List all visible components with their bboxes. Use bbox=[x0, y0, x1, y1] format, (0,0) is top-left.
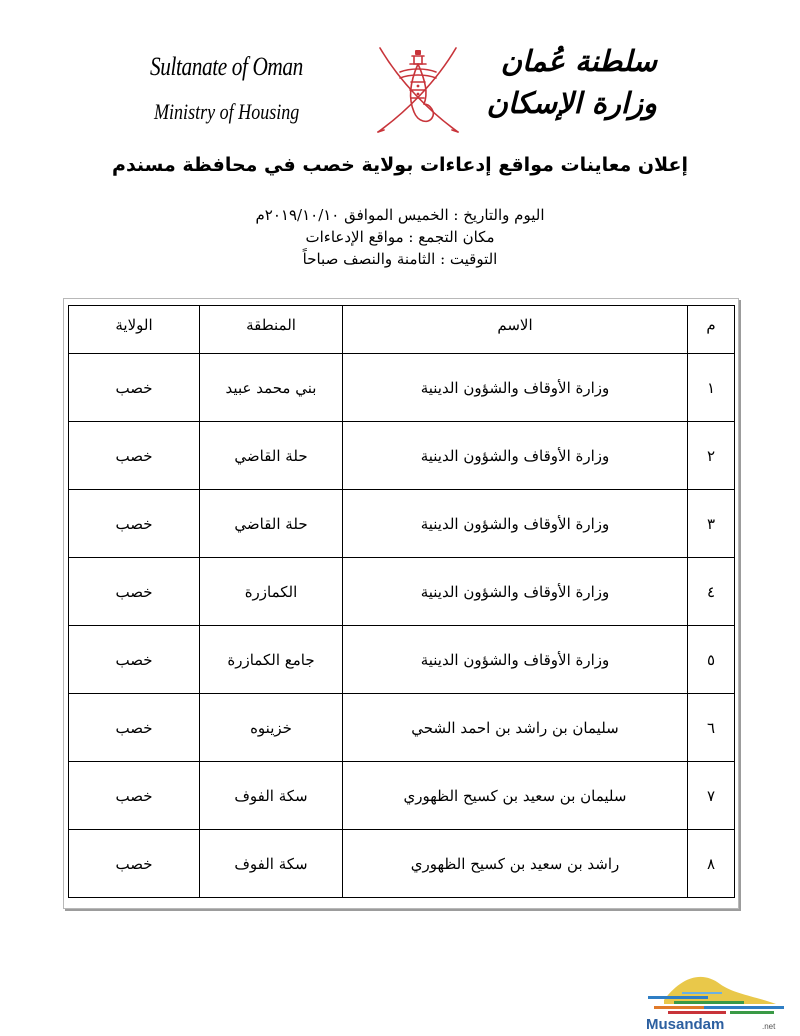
table-header-row bbox=[69, 306, 735, 354]
table-row bbox=[69, 422, 735, 490]
column-header-area: المنطقة bbox=[200, 306, 343, 354]
table-row bbox=[69, 694, 735, 762]
column-header-num: م bbox=[688, 306, 735, 354]
cell-name: سليمان بن راشد بن احمد الشحي bbox=[343, 694, 688, 762]
cell-wilayat: خصب bbox=[69, 626, 200, 694]
cell-name: وزارة الأوقاف والشؤون الدينية bbox=[343, 490, 688, 558]
cell-wilayat: خصب bbox=[69, 558, 200, 626]
cell-num: ٥ bbox=[688, 626, 735, 694]
cell-wilayat: خصب bbox=[69, 830, 200, 898]
musandam-logo-icon[interactable] bbox=[644, 970, 794, 1032]
table-row bbox=[69, 490, 735, 558]
table-row bbox=[69, 762, 735, 830]
announcement-info bbox=[0, 204, 800, 270]
cell-num: ١ bbox=[688, 354, 735, 422]
table-row bbox=[69, 354, 735, 422]
announcement-heading: إعلان معاينات مواقع إدعاءات بولاية خصب في محافظة مسندم bbox=[112, 154, 688, 176]
cell-area: حلة القاضي bbox=[200, 490, 343, 558]
table-row bbox=[69, 626, 735, 694]
cell-area: جامع الكمازرة bbox=[200, 626, 343, 694]
watermark-text: Musandam bbox=[646, 1016, 725, 1032]
column-header-name: الاسم bbox=[343, 306, 688, 354]
info-time: التوقيت : الثامنة والنصف صباحاً bbox=[302, 250, 498, 268]
cell-num: ٤ bbox=[688, 558, 735, 626]
cell-name: سليمان بن سعيد بن كسيح الظهوري bbox=[343, 762, 688, 830]
cell-name: راشد بن سعيد بن كسيح الظهوري bbox=[343, 830, 688, 898]
cell-num: ٣ bbox=[688, 490, 735, 558]
cell-area: الكمازرة bbox=[200, 558, 343, 626]
cell-wilayat: خصب bbox=[69, 490, 200, 558]
cell-area: خزينوه bbox=[200, 694, 343, 762]
info-place: مكان التجمع : مواقع الإدعاءات bbox=[305, 228, 495, 246]
oman-emblem-icon bbox=[370, 42, 466, 138]
cell-num: ٧ bbox=[688, 762, 735, 830]
cell-num: ٢ bbox=[688, 422, 735, 490]
cell-area: سكة الفوف bbox=[200, 830, 343, 898]
cell-wilayat: خصب bbox=[69, 354, 200, 422]
cell-num: ٨ bbox=[688, 830, 735, 898]
column-header-wilayat: الولاية bbox=[69, 306, 200, 354]
watermark-suffix: .net bbox=[762, 1022, 776, 1031]
english-title: Sultanate of Oman bbox=[150, 52, 303, 81]
arabic-title: سلطنة عُمان bbox=[500, 44, 657, 78]
table-row bbox=[69, 830, 735, 898]
english-subtitle: Ministry of Housing bbox=[154, 99, 300, 124]
cell-name: وزارة الأوقاف والشؤون الدينية bbox=[343, 354, 688, 422]
cell-name: وزارة الأوقاف والشؤون الدينية bbox=[343, 558, 688, 626]
cell-num: ٦ bbox=[688, 694, 735, 762]
cell-wilayat: خصب bbox=[69, 694, 200, 762]
inspections-table bbox=[68, 305, 735, 898]
cell-area: سكة الفوف bbox=[200, 762, 343, 830]
table-row bbox=[69, 558, 735, 626]
info-date: اليوم والتاريخ : الخميس الموافق ٢٠١٩/١٠/١٠م bbox=[255, 206, 545, 224]
cell-name: وزارة الأوقاف والشؤون الدينية bbox=[343, 626, 688, 694]
arabic-subtitle: وزارة الإسكان bbox=[486, 86, 657, 120]
cell-name: وزارة الأوقاف والشؤون الدينية bbox=[343, 422, 688, 490]
cell-area: حلة القاضي bbox=[200, 422, 343, 490]
cell-wilayat: خصب bbox=[69, 762, 200, 830]
cell-wilayat: خصب bbox=[69, 422, 200, 490]
cell-area: بني محمد عبيد bbox=[200, 354, 343, 422]
